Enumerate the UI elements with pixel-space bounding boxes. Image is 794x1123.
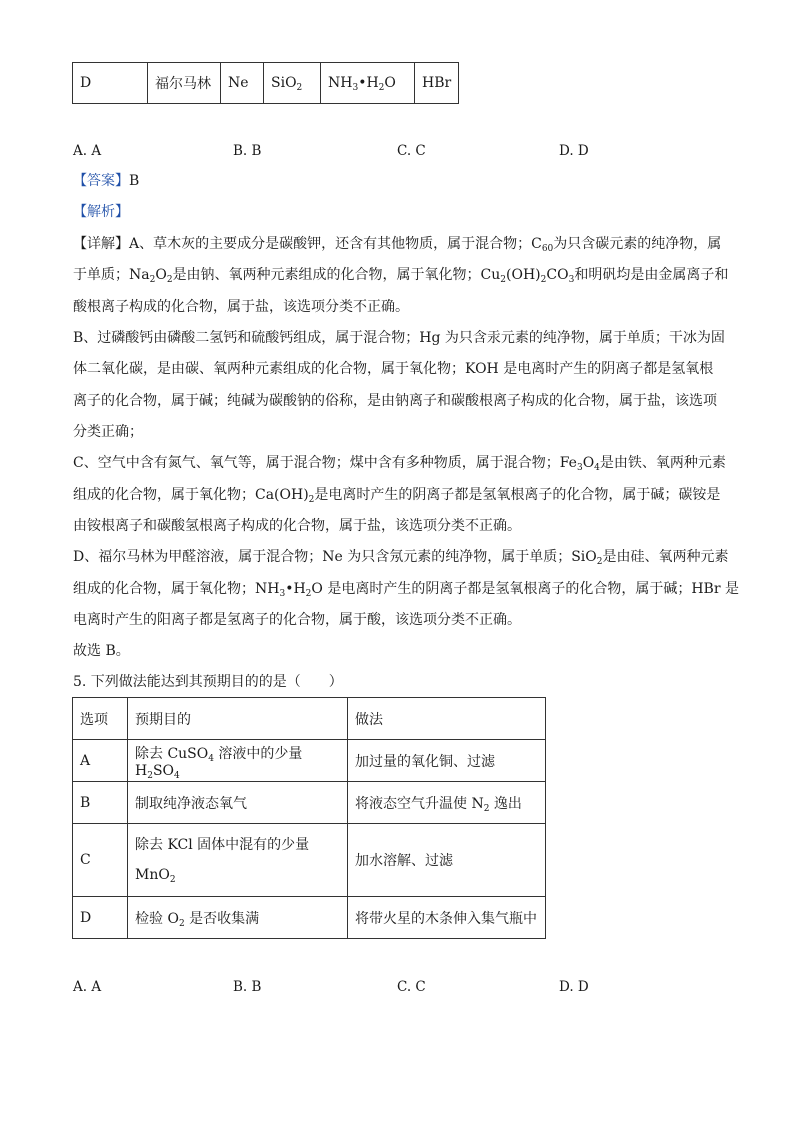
detail-c-line-1: C、空气中含有氮气、氧气等，属于混合物；煤中含有多种物质，属于混合物；$Fe_3O_4$是由铁、氧两种元素 xyxy=(73,455,726,473)
header-option: 选项 xyxy=(73,698,128,740)
detail-c-line-2: 组成的化合物，属于氧化物；$Ca(OH)_2$是电离时产生的阴离子都是氢氧根离子的化合物，属于碱；碳铵是 xyxy=(73,487,721,505)
detail-b-line-3: 离子的化合物，属于碱；纯碱为碳酸钠的俗称，是由钠离子和碳酸根离子构成的化合物，属于盐，该选项 xyxy=(73,393,717,409)
table-row xyxy=(73,740,546,782)
option-a: A. A xyxy=(73,979,102,995)
option-b: B. B xyxy=(233,979,262,995)
row-a-option: A xyxy=(73,740,128,782)
table-row xyxy=(73,824,546,897)
row-c-method: 加水溶解、过滤 xyxy=(348,824,546,897)
detail-d-line-3: 电离时产生的阳离子都是氢离子的化合物，属于酸，该选项分类不正确。 xyxy=(73,612,521,628)
detail-a-line-1: 【详解】A、草木灰的主要成分是碳酸钾，还含有其他物质，属于混合物；$C_{60}$为只含碳元素的纯净物，属 xyxy=(73,236,722,254)
row-d-option: D xyxy=(73,897,128,939)
answer-value: B xyxy=(129,173,140,189)
option-c: C. C xyxy=(397,143,426,159)
q5-options xyxy=(73,979,733,999)
detail-d-line-1: D、福尔马林为甲醛溶液，属于混合物；Ne 为只含氖元素的纯净物，属于单质；SiO$_2$是由硅、氧两种元素 xyxy=(73,549,729,567)
analysis-label: 【解析】 xyxy=(73,204,129,220)
option-d: D. D xyxy=(559,979,589,995)
row-d-purpose: 检验 $O_2$ 是否收集满 xyxy=(128,897,348,939)
detail-a-line-3: 酸根离子构成的化合物，属于盐，该选项分类不正确。 xyxy=(73,299,409,315)
conclusion: 故选 B。 xyxy=(73,643,130,659)
option-b: B. B xyxy=(233,143,262,159)
cell-oxide: SiO$_2$ xyxy=(264,63,321,104)
row-b-method: 将液态空气升温使 $N_2$ 逸出 xyxy=(348,782,546,824)
header-method: 做法 xyxy=(348,698,546,740)
detail-d-line-2: 组成的化合物，属于氧化物；$NH_3•H_2O$ 是电离时产生的阴离子都是氢氧根离子的化合物，属于碱；HBr 是 xyxy=(73,581,739,599)
answer-label: 【答案】 xyxy=(73,173,129,189)
detail-b-line-1: B、过磷酸钙由磷酸二氢钙和硫酸钙组成，属于混合物；Hg 为只含汞元素的纯净物，属于单质；干冰为固 xyxy=(73,330,725,346)
q4-options xyxy=(73,143,733,163)
row-b-option: B xyxy=(73,782,128,824)
table-row xyxy=(73,782,546,824)
table-row xyxy=(73,897,546,939)
cell-base: $NH_3•H_2O$ xyxy=(321,63,415,104)
row-c-purpose: 除去 KCl 固体中混有的少量 MnO$_2$ xyxy=(128,824,348,897)
cell-element: Ne xyxy=(221,63,264,104)
cell-mixture: 福尔马林 xyxy=(148,63,221,104)
row-a-method: 加过量的氧化铜、过滤 xyxy=(348,740,546,782)
header-purpose: 预期目的 xyxy=(128,698,348,740)
q5-table xyxy=(72,697,546,939)
detail-b-line-4: 分类正确； xyxy=(73,424,143,440)
row-b-purpose: 制取纯净液态氧气 xyxy=(128,782,348,824)
option-d: D. D xyxy=(559,143,589,159)
cell-option: D xyxy=(73,63,148,104)
option-c: C. C xyxy=(397,979,426,995)
row-c-option: C xyxy=(73,824,128,897)
detail-b-line-2: 体二氧化碳，是由碳、氧两种元素组成的化合物，属于氧化物；KOH 是电离时产生的阴离子都是氢氧根 xyxy=(73,361,714,377)
classification-table-row-d xyxy=(72,62,459,104)
cell-acid: HBr xyxy=(415,63,459,104)
table-header-row xyxy=(73,698,546,740)
row-d-method: 将带火星的木条伸入集气瓶中 xyxy=(348,897,546,939)
option-a: A. A xyxy=(73,143,102,159)
row-a-purpose: 除去 CuSO$_4$ 溶液中的少量 $H_2SO_4$ xyxy=(128,740,348,782)
answer-line xyxy=(73,171,139,191)
q5-stem: 5. 下列做法能达到其预期目的的是（ ） xyxy=(73,674,343,690)
detail-a-line-2: 于单质；$Na_2O_2$是由钠、氧两种元素组成的化合物，属于氧化物；$Cu_2(OH)_2CO_3$和明矾均是由金属离子和 xyxy=(73,267,729,285)
detail-c-line-3: 由铵根离子和碳酸氢根离子构成的化合物，属于盐，该选项分类不正确。 xyxy=(73,518,521,534)
